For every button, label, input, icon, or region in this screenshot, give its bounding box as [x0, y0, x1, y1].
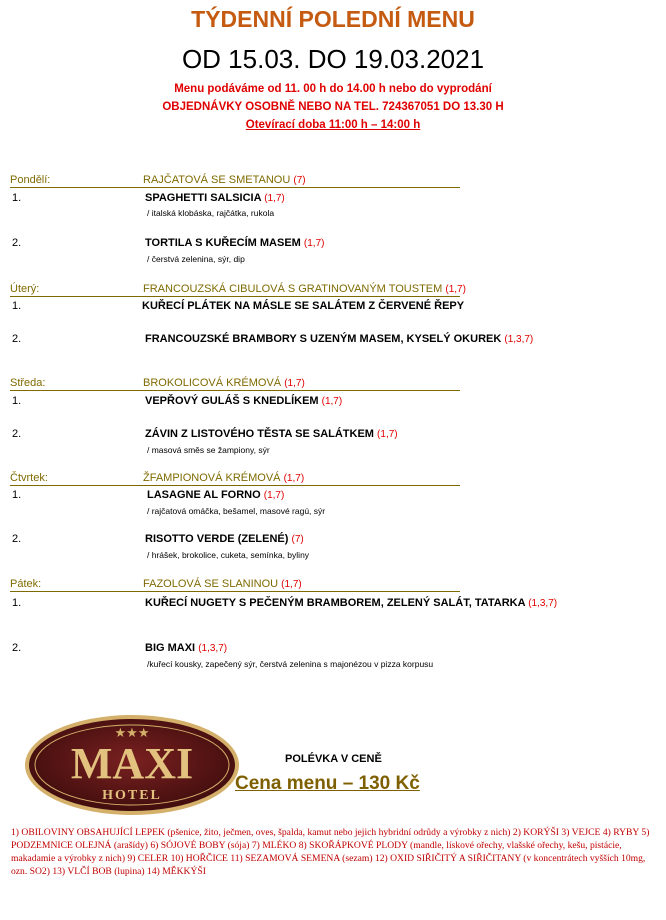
dish-allergens: (1,3,7) [528, 598, 558, 609]
dish-number: 1. [12, 395, 22, 407]
dish-description: / rajčatová omáčka, bešamel, masové ragú, sýr [147, 506, 326, 516]
dish-description: / italská klobáska, rajčátka, rukola [147, 208, 275, 218]
allergen-item: 6) SÓJOVÉ BOBY (sója) [150, 840, 250, 851]
soup-included-note: POLÉVKA V CENĚ [285, 753, 382, 765]
day-header-thursday [10, 472, 460, 486]
dish-description: / masová směs se žampiony, sýr [147, 445, 270, 455]
allergen-list [11, 826, 659, 878]
dish-number: 2. [12, 333, 22, 345]
allergen-item: 1) OBILOVINY OBSAHUJÍCÍ LEPEK (pšenice, žito, ječmen, oves, špalda, kamut nebo jejich hybridní odrůdy a výrobky z nich) [11, 827, 511, 838]
dish-description: / hrášek, brokolice, cuketa, semínka, byliny [147, 550, 310, 560]
dish-name: KUŘECÍ NUGETY S PEČENÝM BRAMBOREM, ZELENÝ SALÁT, TATARKA (1,3,7) [145, 597, 558, 609]
dish-allergens: (1,7) [321, 396, 343, 407]
dish-allergens: (1,7) [263, 490, 285, 501]
allergen-item: 5) PODZEMNICE OLEJNÁ (arašídy) [11, 827, 650, 851]
day-header-friday [10, 578, 460, 592]
allergen-item: 10) HOŘČICE [170, 853, 228, 864]
soup: ŽFAMPIONOVÁ KRÉMOVÁ (1,7) [143, 472, 305, 484]
soup: FAZOLOVÁ SE SLANINOU (1,7) [143, 578, 302, 590]
soup-allergens: (1,7) [445, 284, 466, 295]
dish-name: LASAGNE AL FORNO (1,7) [147, 489, 285, 501]
day-name: Pátek: [10, 578, 42, 590]
dish-name: SPAGHETTI SALSICIA (1,7) [145, 192, 285, 204]
dish-number: 1. [12, 192, 22, 204]
soup-allergens: (7) [293, 175, 306, 186]
allergen-item: 2) KORÝŠI [512, 827, 559, 838]
dish-number: 2. [12, 428, 22, 440]
logo-subtext: HOTEL [102, 788, 162, 803]
dish-name: VEPŘOVÝ GULÁŠ S KNEDLÍKEM (1,7) [145, 395, 343, 407]
dish-description: / čerstvá zelenina, sýr, dip [147, 254, 245, 264]
dish-allergens: (1,7) [377, 429, 398, 440]
logo-text: MAXI [70, 739, 194, 788]
allergen-item: 11) SEZAMOVÁ SEMENA (sezam) [230, 853, 373, 864]
allergen-item: 7) MLÉKO [251, 840, 297, 851]
dish-name: KUŘECÍ PLÁTEK NA MÁSLE SE SALÁTEM Z ČERVENÉ ŘEPY [142, 300, 465, 312]
day-name: Čtvrtek: [10, 472, 48, 484]
dish-number: 1. [12, 597, 22, 609]
dish-description: /kuřecí kousky, zapečený sýr, čerstvá zelenina s majonézou v pizza korpusu [147, 659, 434, 669]
soup-allergens: (1,7) [281, 579, 302, 590]
logo-stars: ★★★ [114, 726, 150, 741]
allergen-item: 13) VLČÍ BOB (lupina) [52, 866, 145, 877]
dish-name: FRANCOUZSKÉ BRAMBORY S UZENÝM MASEM, KYSELÝ OKUREK (1,3,7) [145, 333, 534, 345]
opening-hours: Otevírací doba 11:00 h – 14:00 h [245, 119, 421, 131]
dish-name: ZÁVIN Z LISTOVÉHO TĚSTA SE SALÁTKEM (1,7) [145, 428, 398, 440]
dish-name: TORTILA S KUŘECÍM MASEM (1,7) [145, 237, 325, 249]
dish-number: 2. [12, 237, 22, 249]
dish-number: 2. [12, 642, 22, 654]
dish-allergens: (1,7) [303, 238, 325, 249]
dish-allergens: (1,3,7) [504, 334, 534, 345]
allergen-item: 4) RYBY [602, 827, 639, 838]
menu-price: Cena menu – 130 Kč [235, 773, 420, 794]
day-header-wednesday [10, 377, 460, 391]
allergen-item: 14) MĚKKÝŠI [147, 866, 206, 877]
maxi-hotel-logo [22, 713, 242, 818]
dish-allergens: (1,3,7) [198, 643, 228, 654]
day-name: Pondělí: [10, 174, 51, 186]
day-header-monday [10, 174, 460, 188]
soup: BROKOLICOVÁ KRÉMOVÁ (1,7) [143, 377, 305, 389]
dish-name: RISOTTO VERDE (ZELENÉ) (7) [145, 533, 304, 545]
order-info: OBJEDNÁVKY OSOBNĚ NEBO NA TEL. 724367051 DO 13.30 H [162, 101, 504, 113]
dish-allergens: (7) [291, 534, 304, 545]
soup-allergens: (1,7) [283, 473, 305, 484]
dish-name: BIG MAXI (1,3,7) [145, 642, 228, 654]
day-name: Úterý: [10, 283, 40, 295]
soup-allergens: (1,7) [284, 378, 305, 389]
dish-number: 1. [12, 489, 22, 501]
soup: RAJČATOVÁ SE SMETANOU (7) [143, 174, 306, 186]
date-range: OD 15.03. DO 19.03.2021 [181, 44, 485, 74]
day-name: Středa: [10, 377, 46, 389]
allergen-item: 3) VEJCE [561, 827, 601, 838]
dish-number: 1. [12, 300, 22, 312]
allergen-item: 12) OXID SIŘIČITÝ A SIŘIČITANY (v koncentrátech vyšších 10mg, ozn. SO2) [11, 853, 646, 877]
dish-number: 2. [12, 533, 22, 545]
allergen-item: 8) SKOŘÁPKOVÉ PLODY (mandle, lískové ořechy, vlašské ořechy, kešu, pistácie, makadamie a výrobky z nich) [11, 840, 622, 864]
menu-title: TÝDENNÍ POLEDNÍ MENU [191, 6, 475, 32]
allergen-item: 9) CELER [127, 853, 169, 864]
serving-info: Menu podáváme od 11. 00 h do 14.00 h nebo do vyprodání [174, 83, 492, 95]
dish-allergens: (1,7) [264, 193, 285, 204]
soup: FRANCOUZSKÁ CIBULOVÁ S GRATINOVANÝM TOUSTEM (1,7) [143, 283, 466, 295]
day-header-tuesday [10, 283, 466, 297]
